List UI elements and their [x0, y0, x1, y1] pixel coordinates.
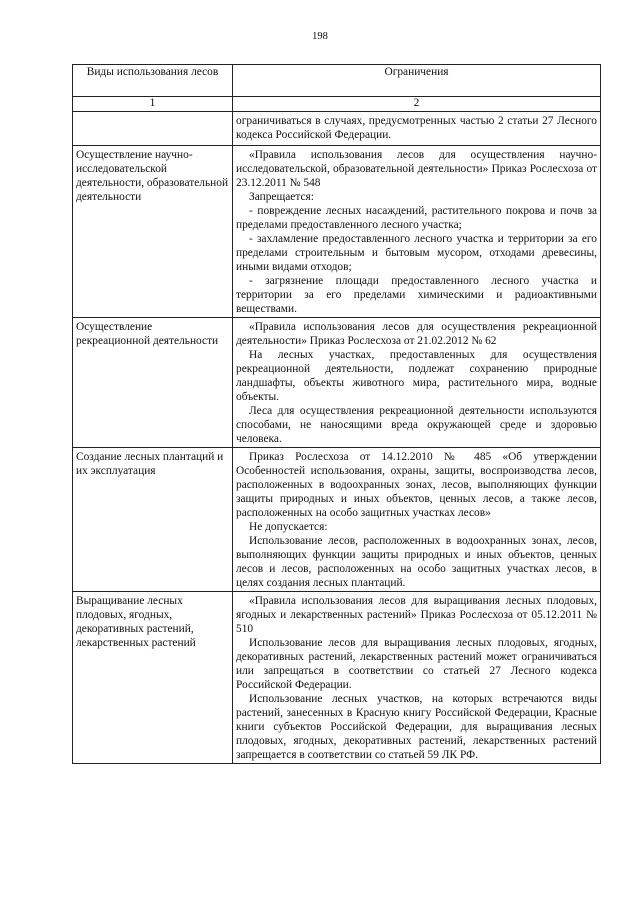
column-number-2: 2 — [233, 97, 601, 112]
restriction-paragraph: Леса для осуществления рекреационной деятельности используются способами, не наносящими вреда окружающей среде и здоровью человека. — [236, 405, 597, 445]
restriction-cell — [233, 112, 601, 146]
restriction-paragraph: Использование лесов, расположенных в водоохранных зонах, лесов, выполняющих функции защиты природных и иных объектов, ценных лесов и лесов, расположенных на особо защитных участках лесов, в целях создания лесных плантаций. — [236, 535, 597, 589]
restriction-paragraph: «Правила использования лесов для осуществления научно-исследовательской, образовательной деятельности» Приказ Рослесхоза от 23.12.2011 № 548 — [236, 149, 597, 189]
restriction-paragraph: ограничиваться в случаях, предусмотренных частью 2 статьи 27 Лесного кодекса Российской Федерации. — [236, 115, 597, 141]
table-row — [73, 146, 601, 318]
table-row — [73, 318, 601, 448]
header-row — [73, 65, 601, 97]
table-row — [73, 448, 601, 592]
column-number-1: 1 — [73, 97, 233, 112]
use-type-cell: Создание лесных плантаций и их эксплуатация — [73, 448, 233, 592]
restriction-paragraph: Использование лесных участков, на которых встречаются виды растений, занесенных в Красную книгу Российской Федерации, Красные книги субъектов Российской Федерации, для выращивания лесных плодовых, ягодных, декоративных растений, лекарственных растений запрещается в соответствии со статьей 59 ЛК РФ. — [236, 693, 597, 761]
restrictions-table — [72, 64, 601, 764]
use-type-cell: Осуществление научно-исследовательской деятельности, образовательной деятельности — [73, 146, 233, 318]
table-row — [73, 112, 601, 146]
header-use-types: Виды использования лесов — [73, 65, 233, 97]
restriction-cell — [233, 592, 601, 764]
restriction-paragraph: На лесных участках, предоставленных для осуществления рекреационной деятельности, подлежат сохранению природные ландшафты, объекты животного мира, растительного мира, водные объекты. — [236, 349, 597, 403]
restriction-paragraph: Использование лесов для выращивания лесных плодовых, ягодных, декоративных растений, лекарственных растений может ограничиваться или запрещаться в соответствии со статьей 27 Лесного кодекса Российской Федерации. — [236, 637, 597, 691]
header-restrictions: Ограничения — [233, 65, 601, 97]
restriction-paragraph: Запрещается: — [249, 191, 314, 203]
restriction-cell — [233, 318, 601, 448]
table-row — [73, 592, 601, 764]
use-type-cell: Осуществление рекреационной деятельности — [73, 318, 233, 448]
restriction-paragraph: - повреждение лесных насаждений, растительного покрова и почв за пределами предоставленного лесного участка; — [236, 205, 597, 231]
restriction-cell — [233, 146, 601, 318]
restriction-paragraph: «Правила использования лесов для осуществления рекреационной деятельности» Приказ Рослесхоза от 21.02.2012 № 62 — [236, 321, 597, 347]
use-type-cell — [73, 112, 233, 146]
use-type-cell: Выращивание лесных плодовых, ягодных, декоративных растений, лекарственных растений — [73, 592, 233, 764]
restriction-paragraph: «Правила использования лесов для выращивания лесных плодовых, ягодных и лекарственных растений» Приказ Рослесхоза от 05.12.2011 № 510 — [236, 595, 597, 635]
restriction-paragraph: Не допускается: — [249, 521, 328, 533]
restriction-cell — [233, 448, 601, 592]
page-number: 198 — [312, 31, 328, 42]
restriction-paragraph: Приказ Рослесхоза от 14.12.2010 № 485 «Об утверждении Особенностей использования, охраны, защиты, воспроизводства лесов, расположенных в водоохранных зонах, лесов, выполняющих функции защиты природных и иных объектов, ценных лесов, а также лесов, расположенных на особо защитных участках лесов» — [236, 451, 597, 519]
restriction-paragraph: - захламление предоставленного лесного участка и территории за его пределами строительным и бытовым мусором, отходами древесины, иными видами отходов; — [236, 233, 597, 273]
column-number-row — [73, 97, 601, 112]
restriction-paragraph: - загрязнение площади предоставленного лесного участка и территории за его пределами химическими и радиоактивными веществами. — [236, 275, 597, 315]
